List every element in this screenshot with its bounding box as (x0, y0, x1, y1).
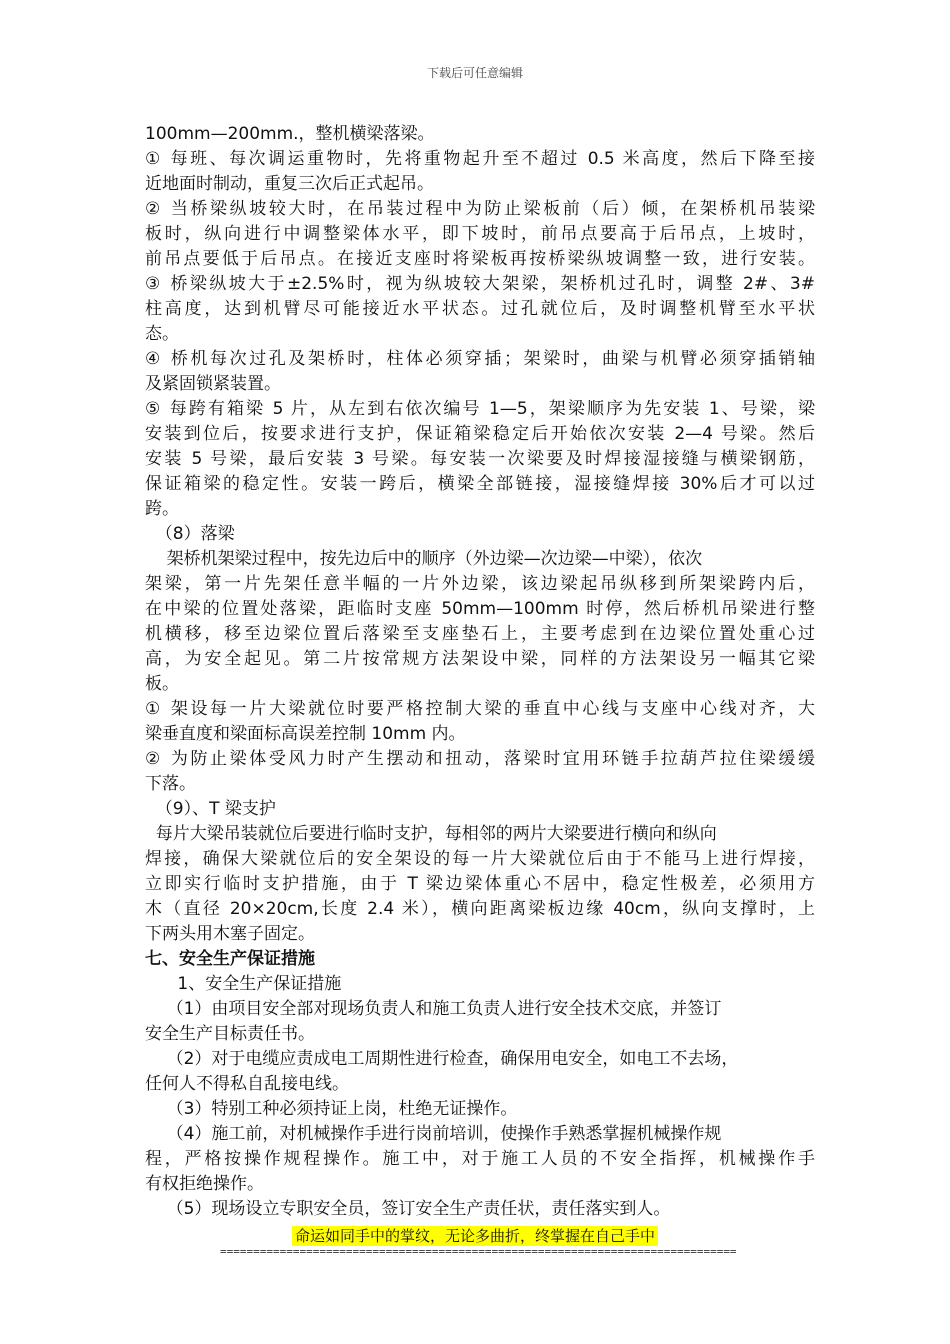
text-line: 1、安全生产保证措施 (145, 974, 342, 994)
text-line: 安装到位后，按要求进行支护，保证箱梁稳定后开始依次安装 2—4 号梁。然后 (145, 424, 815, 444)
text-line: ② 当桥梁纵坡较大时，在吊装过程中为防止梁板前（后）倾，在架桥机吊装梁 (145, 199, 815, 219)
text-line: 前吊点要低于后吊点。在接近支座时将梁板再按桥梁纵坡调整一致，进行安装。 (145, 249, 815, 269)
text-line: 任何人不得私自乱接电线。 (145, 1074, 349, 1094)
document-body (145, 122, 815, 1222)
text-line: 立即实行临时支护措施，由于 T 梁边梁体重心不居中，稳定性极差，必须用方 (145, 874, 815, 894)
text-line: 下落。 (145, 774, 196, 794)
text-line: 安全生产目标责任书。 (145, 1024, 315, 1044)
page-header: 下载后可任意编辑 (426, 66, 523, 80)
section-heading: 七、安全生产保证措施 (145, 949, 315, 969)
text-line: 安装 5 号梁，最后安装 3 号梁。每安装一次梁要及时焊接湿接缝与横梁钢筋， (145, 449, 815, 469)
text-line: 木（直径 20×20cm,长度 2.4 米），横向距离梁板边缘 40cm，纵向支撑时，上 (145, 899, 815, 919)
text-line: （5）现场设立专职安全员，签订安全生产责任状，责任落实到人。 (145, 1199, 671, 1219)
text-line: 态。 (145, 324, 179, 344)
text-line: （1）由项目安全部对现场负责人和施工负责人进行安全技术交底，并签订 (145, 999, 722, 1019)
text-line: 板。 (145, 674, 179, 694)
text-line: ① 架设每一片大梁就位时要严格控制大梁的垂直中心线与支座中心线对齐，大 (145, 699, 815, 719)
text-line: 架桥机架梁过程中，按先边后中的顺序（外边梁—次边梁—中梁），依次 (145, 549, 703, 569)
text-line: 100mm—200mm.，整机横梁落梁。 (145, 124, 435, 144)
text-line: ① 每班、每次调运重物时，先将重物起升至不超过 0.5 米高度，然后下降至接 (145, 149, 815, 169)
separator-rule: ============================================================================== (220, 1245, 737, 1258)
text-line: （9）、T 梁支护 (145, 799, 276, 819)
text-line: 焊接，确保大梁就位后的安全架设的每一片大梁就位后由于不能马上进行焊接， (145, 849, 815, 869)
text-line: （2）对于电缆应责成电工周期性进行检查，确保用电安全，如电工不去场， (145, 1049, 739, 1069)
text-line: 下两头用木塞子固定。 (145, 924, 315, 944)
text-line: 梁垂直度和梁面标高误差控制 10mm 内。 (145, 724, 466, 744)
text-line: 程，严格按操作规程操作。施工中，对于施工人员的不安全指挥，机械操作手 (145, 1149, 815, 1169)
text-line: 保证箱梁的稳定性。安装一跨后，横梁全部链接，湿接缝焊接 30%后才可以过 (145, 474, 815, 494)
text-line: 柱高度，达到机臂尽可能接近水平状态。过孔就位后，及时调整机臂至水平状 (145, 299, 815, 319)
text-line: 及紧固锁紧装置。 (145, 374, 281, 394)
text-line: 机横移，移至边梁位置后落梁至支座垫石上，主要考虑到在边梁位置处重心过 (145, 624, 815, 644)
text-line: 近地面时制动，重复三次后正式起吊。 (145, 174, 434, 194)
text-line: （8）落梁 (145, 524, 235, 544)
text-line: 在中梁的位置处落梁，距临时支座 50mm—100mm 时停，然后桥机吊梁进行整 (145, 599, 815, 619)
text-line: ④ 桥机每次过孔及架桥时，柱体必须穿插；架梁时，曲梁与机臂必须穿插销轴 (145, 349, 815, 369)
text-line: （3）特别工种必须持证上岗，杜绝无证操作。 (145, 1099, 518, 1119)
text-line: 架梁，第一片先架任意半幅的一片外边梁，该边梁起吊纵移到所架梁跨内后， (145, 574, 815, 594)
text-line: （4）施工前，对机械操作手进行岗前培训，使操作手熟悉掌握机械操作规 (145, 1124, 722, 1144)
text-line: 每片大梁吊装就位后要进行临时支护，每相邻的两片大梁要进行横向和纵向 (145, 824, 717, 844)
slogan-wrap (0, 1226, 950, 1246)
text-line: 高，为安全起见。第二片按常规方法架设中梁，同样的方法架设另一幅其它梁 (145, 649, 815, 669)
highlighted-slogan: 命运如同手中的掌纹，无论多曲折，终掌握在自己手中 (292, 1226, 658, 1246)
text-line: ⑤ 每跨有箱梁 5 片，从左到右依次编号 1—5，架梁顺序为先安装 1、号梁，梁 (145, 399, 815, 419)
text-line: 板时，纵向进行中调整梁体水平，即下坡时，前吊点要高于后吊点，上坡时， (145, 224, 815, 244)
text-line: 跨。 (145, 499, 179, 519)
text-line: ② 为防止梁体受风力时产生摆动和扭动，落梁时宜用环链手拉葫芦拉住梁缓缓 (145, 749, 815, 769)
text-line: ③ 桥梁纵坡大于±2.5%时，视为纵坡较大架梁，架桥机过孔时，调整 2#、3# (145, 274, 815, 294)
text-line: 有权拒绝操作。 (145, 1174, 264, 1194)
